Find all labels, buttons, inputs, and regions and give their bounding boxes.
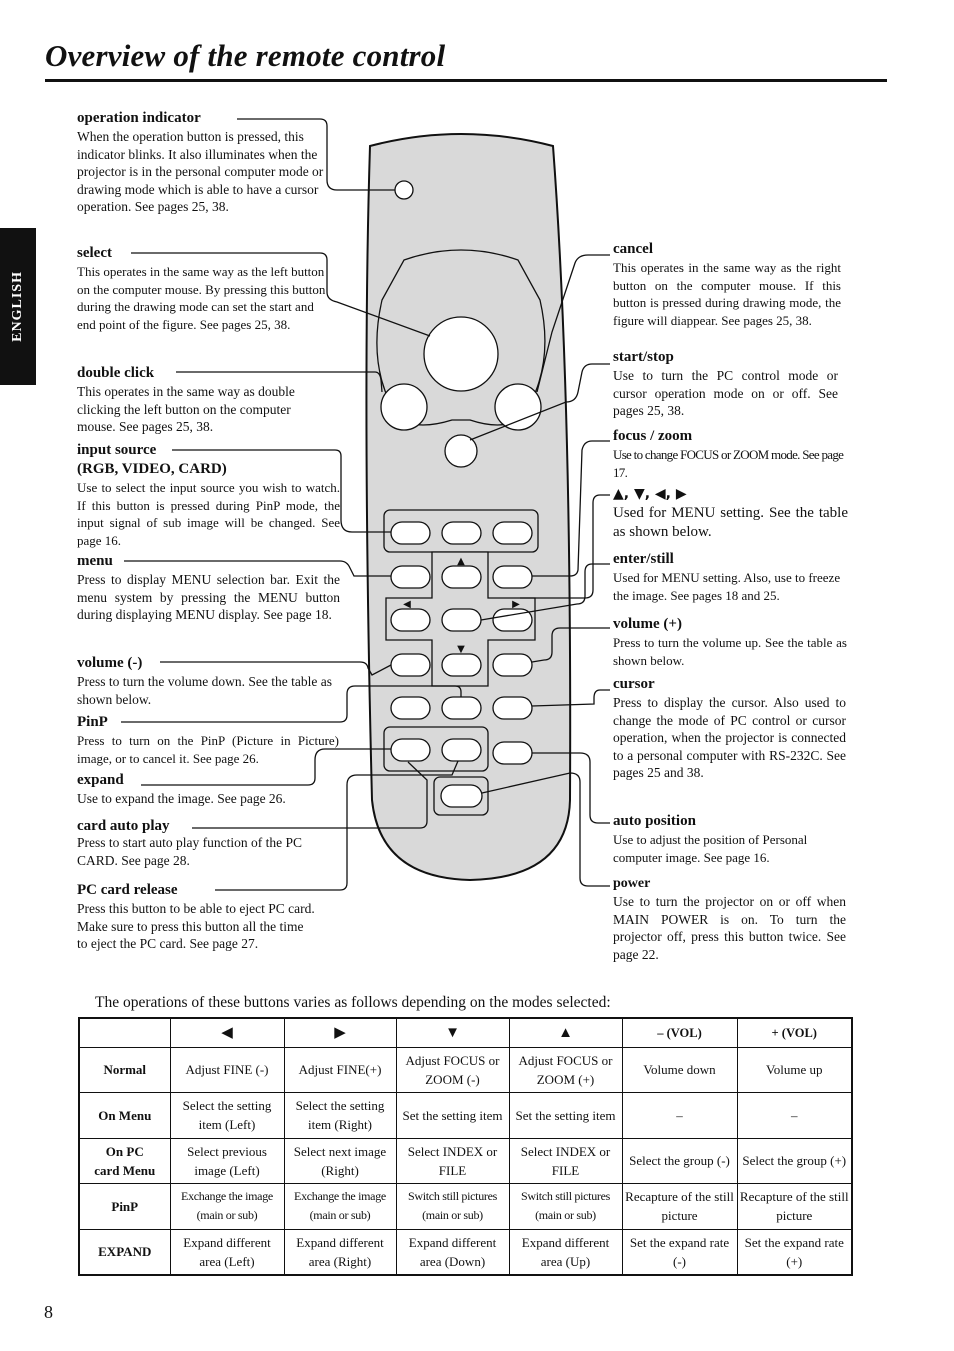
callout-cancel <box>613 240 841 329</box>
callout-heading: expand <box>77 772 124 788</box>
callout-heading: input source <box>77 442 157 458</box>
mode-cell: Normal <box>79 1047 170 1093</box>
operations-table <box>78 1017 853 1276</box>
table-row <box>79 1229 852 1275</box>
table-cell: Switch still pictures (main or sub) <box>396 1184 509 1230</box>
up-arrow-icon: ▲ <box>457 556 465 567</box>
table-cell: Select the setting item (Right) <box>284 1093 396 1139</box>
table-row <box>79 1093 852 1139</box>
callout-body: Press to turn the volume down. See the table as shown below. <box>77 674 332 707</box>
callout-menu <box>77 552 340 624</box>
left-arrow-header-icon: ◀ <box>170 1018 284 1047</box>
callout-arrow-keys <box>613 485 848 542</box>
table-row <box>79 1138 852 1184</box>
left-arrow-icon: ◀ <box>403 599 411 610</box>
table-cell: Volume up <box>737 1047 852 1093</box>
left-button <box>391 609 430 631</box>
page-number: 8 <box>44 1302 53 1322</box>
callout-focus-zoom <box>613 427 845 481</box>
table-row <box>79 1184 852 1230</box>
callout-body: Use to select the input source you wish to watch. If this button is pressed during PinP mode, the input signal of sub image will be changed. See page 16. <box>77 480 340 548</box>
table-row <box>79 1047 852 1093</box>
callout-heading: PC card release <box>77 882 178 898</box>
double-click-button <box>381 384 427 430</box>
down-arrow-header-icon: ▼ <box>396 1018 509 1047</box>
input-video-button <box>442 522 481 544</box>
table-cell: Adjust FINE (-) <box>170 1047 284 1093</box>
callout-heading: menu <box>77 553 113 569</box>
table-cell: – <box>737 1093 852 1139</box>
callout-heading: operation indicator <box>77 110 201 126</box>
callout-heading: select <box>77 245 112 261</box>
callout-body: This operates in the same way as the left button on the computer mouse. By pressing this button during the drawing mode can set the start and end point of the figure. See pages 25, 38. <box>77 264 326 332</box>
table-cell: Select INDEX or FILE <box>396 1138 509 1184</box>
callout-volume-plus <box>613 615 847 669</box>
table-cell: Exchange the image (main or sub) <box>170 1184 284 1230</box>
auto-position-button <box>493 742 532 764</box>
callout-body: Used for MENU setting. See the table as shown below. <box>613 505 848 540</box>
callout-heading: enter/still <box>613 551 674 567</box>
callout-body: Used for MENU setting. Also, use to freeze the image. See pages 18 and 25. <box>613 570 841 603</box>
table-cell: Set the setting item <box>396 1093 509 1139</box>
table-cell: Select previous image (Left) <box>170 1138 284 1184</box>
table-cell: Expand different area (Up) <box>509 1229 622 1275</box>
table-cell: Expand different area (Right) <box>284 1229 396 1275</box>
callout-card-auto-play <box>77 818 339 869</box>
callout-heading: volume (-) <box>77 655 143 671</box>
mode-cell: On Menu <box>79 1093 170 1139</box>
callout-body: Use to change FOCUS or ZOOM mode. See page 17. <box>613 447 844 480</box>
callout-pc-card-release <box>77 881 317 953</box>
callout-heading: PinP <box>77 714 108 730</box>
down-arrow-icon: ▼ <box>457 644 465 655</box>
menu-button <box>391 566 430 588</box>
table-cell: Adjust FOCUS or ZOOM (+) <box>509 1047 622 1093</box>
table-cell: Expand different area (Left) <box>170 1229 284 1275</box>
callout-start-stop <box>613 348 838 420</box>
table-cell: Select the setting item (Left) <box>170 1093 284 1139</box>
callout-heading: focus / zoom <box>613 428 693 444</box>
table-cell: Set the setting item <box>509 1093 622 1139</box>
mode-cell: EXPAND <box>79 1229 170 1275</box>
callout-body: This operates in the same way as double clicking the left button on the computer mouse. See pages 25, 38. <box>77 384 295 434</box>
card-auto-play-button <box>391 739 430 761</box>
operation-indicator-led <box>395 181 413 199</box>
mode-cell: PinP <box>79 1184 170 1230</box>
callout-heading: volume (+) <box>613 616 682 632</box>
callout-heading: cursor <box>613 676 655 692</box>
pinp-button <box>391 697 430 719</box>
right-arrow-header-icon: ▶ <box>284 1018 396 1047</box>
table-cell: Recapture of the still picture <box>622 1184 737 1230</box>
callout-heading: power <box>613 876 651 891</box>
callout-auto-position <box>613 812 853 866</box>
power-button <box>441 785 482 807</box>
table-cell: Adjust FOCUS or ZOOM (-) <box>396 1047 509 1093</box>
callout-cursor <box>613 675 846 782</box>
callout-heading: ▲, ▼, ◀, ▶ <box>613 486 687 502</box>
focus-zoom-button <box>493 566 532 588</box>
table-cell: Recapture of the still picture <box>737 1184 852 1230</box>
callout-power <box>613 874 846 963</box>
callout-expand <box>77 771 337 808</box>
callout-body: When the operation button is pressed, this indicator blinks. It also illuminates when the projector is in the personal computer mode or drawing mode which is able to have a cursor operation. See pages 25, 38. <box>77 129 324 214</box>
table-cell: Volume down <box>622 1047 737 1093</box>
callout-heading: start/stop <box>613 349 674 365</box>
callout-body: Use to turn the projector on or off when MAIN POWER is on. To turn the projector off, press this button twice. See page 22. <box>613 894 846 962</box>
table-cell: Select next image (Right) <box>284 1138 396 1184</box>
callout-body: Press to display MENU selection bar. Exit the menu system by pressing the MENU button during displaying MENU display. See page 18. <box>77 572 340 622</box>
input-card-button <box>493 522 532 544</box>
callout-heading-sub: (RGB, VIDEO, CARD) <box>77 461 227 477</box>
page-title: Overview of the remote control <box>45 38 446 73</box>
cancel-button <box>495 384 541 430</box>
callout-input-source <box>77 441 340 549</box>
callout-heading: auto position <box>613 813 696 829</box>
mode-cell: On PC card Menu <box>79 1138 170 1184</box>
callout-select <box>77 244 327 333</box>
expand-button <box>442 697 481 719</box>
table-cell: – <box>622 1093 737 1139</box>
callout-pinp <box>77 713 339 767</box>
callout-body: Press to start auto play function of the PC CARD. See page 28. <box>77 835 302 868</box>
table-cell: Adjust FINE(+) <box>284 1047 396 1093</box>
table-intro: The operations of these buttons varies as follows depending on the modes selected: <box>95 994 611 1011</box>
volume-plus-button <box>493 654 532 676</box>
callout-body: Press this button to be able to eject PC card. Make sure to press this button all the time to eject the PC card. See page 27. <box>77 901 315 951</box>
callout-body: Use to adjust the position of Personal computer image. See page 16. <box>613 832 808 865</box>
right-arrow-icon: ▶ <box>512 599 520 610</box>
callout-body: Press to turn the volume up. See the table as shown below. <box>613 635 847 668</box>
vol-plus-header: + (VOL) <box>737 1018 852 1047</box>
enter-still-button <box>442 609 481 631</box>
callout-body: Press to turn on the PinP (Picture in Picture) image, or to cancel it. See page 26. <box>77 733 339 766</box>
callout-heading: cancel <box>613 241 653 257</box>
callout-enter-still <box>613 550 849 604</box>
callout-body: Use to expand the image. See page 26. <box>77 791 286 806</box>
callout-volume-minus <box>77 654 335 708</box>
side-tab-label: ENGLISH <box>10 271 25 342</box>
callout-heading: double click <box>77 365 155 381</box>
table-cell: Select the group (+) <box>737 1138 852 1184</box>
table-cell: Select INDEX or FILE <box>509 1138 622 1184</box>
table-cell: Set the expand rate (+) <box>737 1229 852 1275</box>
callout-body: This operates in the same way as the right button on the computer mouse. If this button is pressed during drawing mode, the figure will diappear. See pages 25, 38. <box>613 260 841 328</box>
table-cell: Set the expand rate (-) <box>622 1229 737 1275</box>
up-arrow-header-icon: ▲ <box>509 1018 622 1047</box>
table-cell: Select the group (-) <box>622 1138 737 1184</box>
volume-minus-button <box>391 654 430 676</box>
callout-body: Press to display the cursor. Also used to change the mode of PC control or cursor operation, when the projector is connected to a personal computer with RS-232C. See pages 25 and 38. <box>613 695 846 780</box>
table-header-cell <box>79 1018 170 1047</box>
pc-card-release-button <box>442 739 481 761</box>
input-rgb-button <box>391 522 430 544</box>
table-cell: Switch still pictures (main or sub) <box>509 1184 622 1230</box>
vol-minus-header: – (VOL) <box>622 1018 737 1047</box>
cursor-button <box>493 697 532 719</box>
table-header-row <box>79 1018 852 1047</box>
select-button <box>424 317 498 391</box>
table-cell: Exchange the image (main or sub) <box>284 1184 396 1230</box>
down-button <box>442 654 481 676</box>
up-button <box>442 566 481 588</box>
callout-body: Use to turn the PC control mode or cursor operation mode on or off. See pages 25, 38. <box>613 368 838 418</box>
table-cell: Expand different area (Down) <box>396 1229 509 1275</box>
callout-heading: card auto play <box>77 818 170 834</box>
callout-operation-indicator <box>77 109 327 216</box>
callout-double-click <box>77 364 329 436</box>
